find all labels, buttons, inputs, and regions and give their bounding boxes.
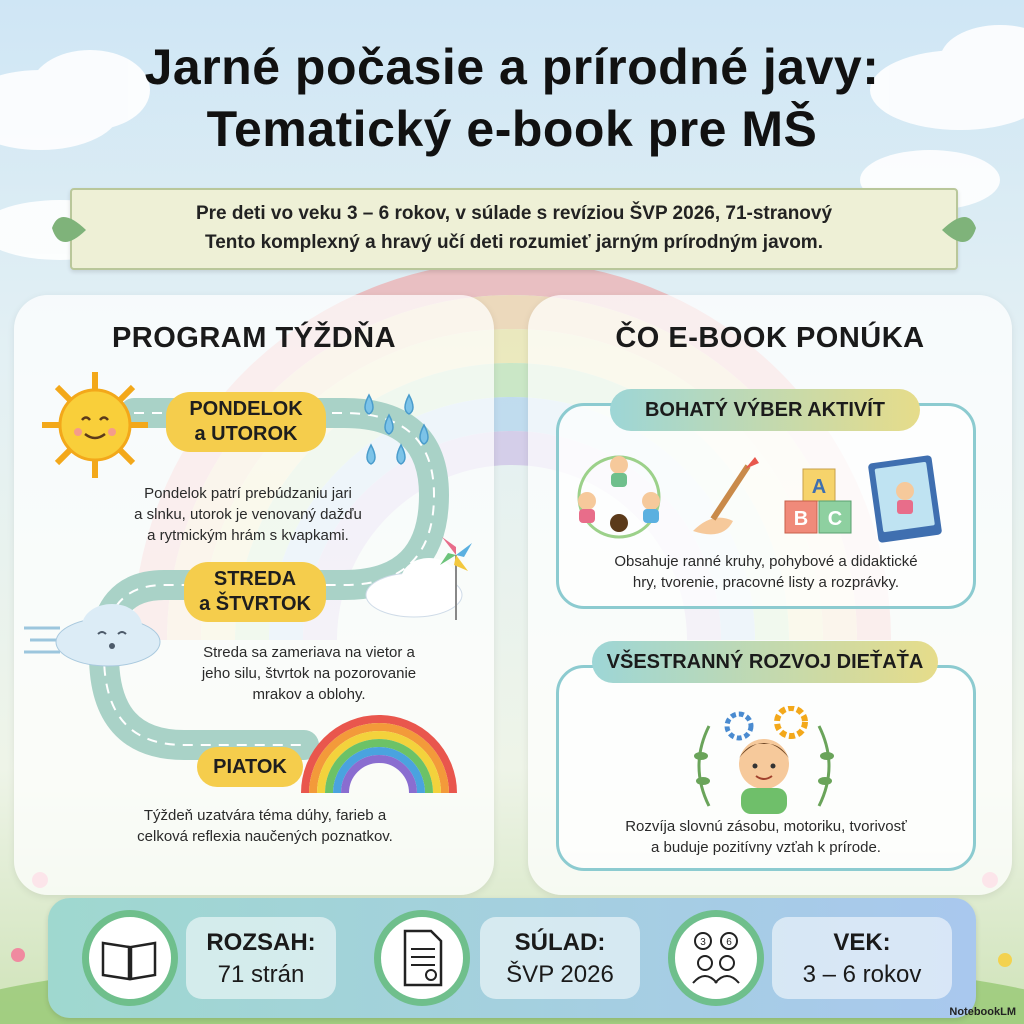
day-description-mon-tue: Pondelok patrí prebúdzaniu jari a slnku, utorok je venovaný dažďu a rytmickým hrám s kvapkami. [134, 485, 362, 544]
activities-description: Obsahuje ranné kruhy, pohybové a didaktické hry, tvorenie, pracovné listy a rozprávky. [614, 553, 918, 591]
svg-text:6: 6 [726, 937, 732, 948]
day-label-line2: a UTOROK [194, 423, 298, 445]
age-label: VEK: [833, 929, 891, 956]
intro-banner [70, 188, 958, 270]
banner-line1: Pre deti vo veku 3 – 6 rokov, v súlade s revíziou ŠVP 2026, 71-stranový [195, 203, 833, 224]
day-pill-mon-tue [166, 392, 326, 452]
activities-card-tab: BOHATÝ VÝBER AKTIVÍT [610, 389, 920, 431]
day-description-friday: Týždeň uzatvára téma dúhy, farieb a celková reflexia naučených poznatkov. [137, 807, 393, 845]
development-card-tab: VŠESTRANNÝ ROZVOJ DIEŤAŤA [592, 641, 938, 683]
child-gears-icon [689, 706, 839, 816]
children-circle-icon [578, 456, 660, 537]
development-card [556, 665, 976, 871]
age-stat [772, 917, 952, 999]
open-book-icon [89, 917, 171, 999]
paintbrush-icon [693, 457, 759, 534]
compliance-label: SÚLAD: [514, 929, 606, 956]
storybook-icon [868, 455, 943, 543]
scope-label: ROZSAH: [206, 929, 316, 956]
banner-line2: Tento komplexný a hravý učí deti rozumieť jarným prírodným javom. [205, 232, 823, 253]
sun-icon [40, 370, 150, 480]
scope-value: 71 strán [217, 961, 305, 988]
svg-text:A: A [811, 476, 827, 498]
compliance-stat-circle [374, 910, 470, 1006]
svg-text:C: C [827, 508, 843, 530]
program-panel [14, 295, 494, 895]
svg-text:3: 3 [700, 937, 706, 948]
children-group-icon [675, 917, 757, 999]
age-value: 3 – 6 rokov [802, 961, 922, 988]
document-icon [381, 917, 463, 999]
compliance-value: ŠVP 2026 [506, 961, 614, 988]
development-description: Rozvíja slovnú zásobu, motoriku, tvorivosť a buduje pozitívny vzťah k prírode. [625, 818, 907, 856]
day-pill-wed-thu: STREDA a ŠTVRTOK [184, 562, 326, 622]
day-pill-friday: PIATOK [197, 747, 303, 787]
rainbow-icon [299, 715, 459, 795]
scope-stat [186, 917, 336, 999]
wind-cloud-icon [20, 590, 170, 680]
program-heading: PROGRAM TÝŽDŇA [111, 322, 397, 354]
day-description-wed-thu: Streda sa zameriava na vietor a jeho silu, štvrtok na pozorovanie mrakov a oblohy. [201, 644, 417, 703]
svg-text:B: B [793, 508, 809, 530]
activities-card [556, 403, 976, 609]
raindrops-icon [359, 390, 439, 480]
offer-heading: ČO E-BOOK PONÚKA [615, 322, 925, 354]
offer-panel [528, 295, 1012, 895]
day-label-line1: PONDELOK [189, 398, 303, 420]
watermark: NotebookLM [949, 1006, 1016, 1018]
activities-illustration [573, 451, 959, 543]
abc-blocks-icon [785, 469, 851, 533]
scope-stat-circle [82, 910, 178, 1006]
compliance-stat [480, 917, 640, 999]
page-title-line1: Jarné počasie a prírodné javy: [144, 39, 880, 95]
page-title-line2: Tematický e-book pre MŠ [206, 101, 818, 157]
stats-bar [48, 898, 976, 1018]
age-stat-circle [668, 910, 764, 1006]
